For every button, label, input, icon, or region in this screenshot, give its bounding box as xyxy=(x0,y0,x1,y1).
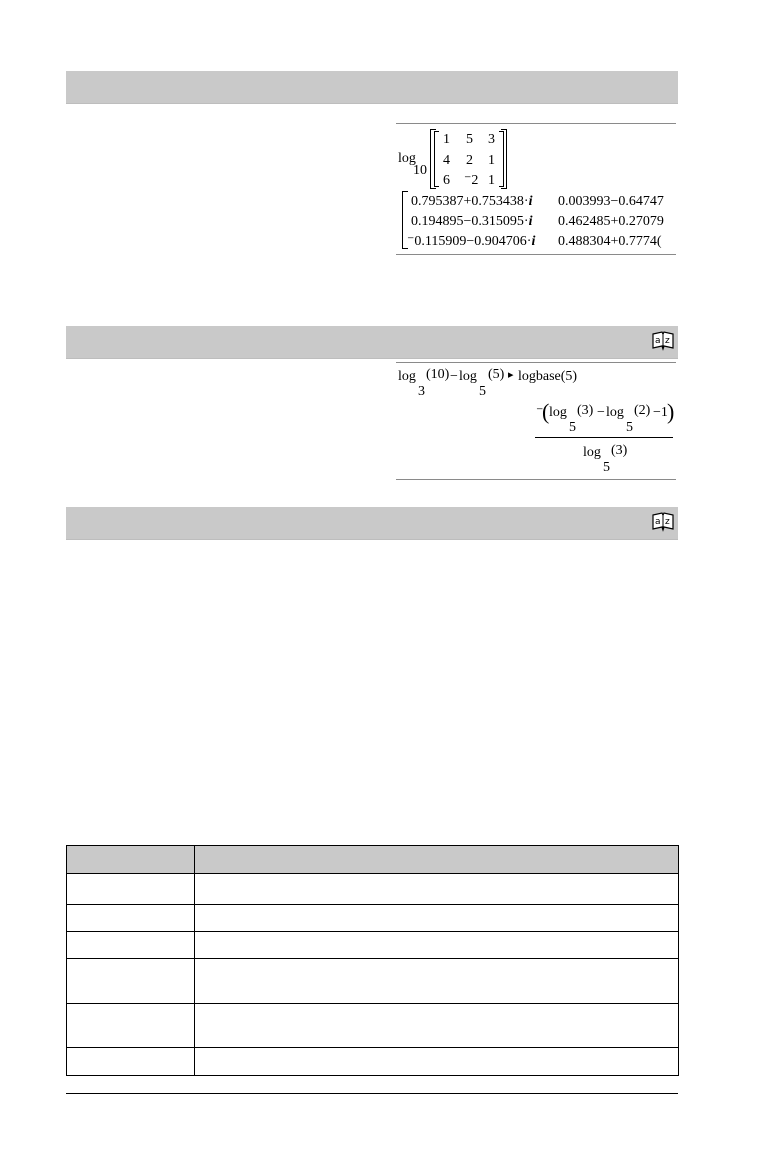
logbase-call: logbase(5) xyxy=(518,369,578,384)
paren-close: ) xyxy=(667,399,675,424)
log-fn: log xyxy=(398,369,416,384)
catalog-book-icon xyxy=(652,331,674,351)
matrix-cell: 4 xyxy=(443,153,450,168)
result-cell: 0.194895−0.315095·i xyxy=(411,214,533,229)
log-arg: (10) xyxy=(426,367,450,382)
log-base: 5 xyxy=(603,460,610,475)
log-arg: (5) xyxy=(488,367,505,382)
matrix-cell: 1 xyxy=(488,153,495,168)
table-header-cell xyxy=(67,846,195,874)
log-base: 5 xyxy=(569,420,576,435)
log-base: 5 xyxy=(479,384,486,399)
svg-text:z: z xyxy=(665,517,670,527)
log-arg: (3) xyxy=(577,403,594,418)
convert-arrow: ▸ xyxy=(508,369,514,381)
section-header-bar xyxy=(66,326,678,359)
matrix-cell: 1 xyxy=(488,173,495,188)
neg-sign: ⁻ xyxy=(536,405,544,420)
matrix-cell: 2 xyxy=(466,153,473,168)
svg-text:z: z xyxy=(665,336,670,346)
log-fn: log xyxy=(606,405,624,420)
matrix-cell: ⁻2 xyxy=(464,173,479,188)
matrix-cell: 1 xyxy=(443,132,450,147)
log-base: 5 xyxy=(626,420,633,435)
footer-rule xyxy=(66,1093,678,1094)
num-tail: −1 xyxy=(653,405,668,420)
result-cell: ⁻0.115909−0.904706·i xyxy=(407,234,536,249)
minus-sign: − xyxy=(450,369,458,384)
fn-base: 10 xyxy=(413,163,427,178)
section-header-bar xyxy=(66,71,678,104)
catalog-book-icon xyxy=(652,512,674,532)
matrix-cell: 3 xyxy=(488,132,495,147)
table-header-row xyxy=(67,846,679,874)
table-row xyxy=(67,874,679,905)
svg-text:a: a xyxy=(655,517,661,527)
matrix-bracket-right xyxy=(501,129,507,189)
matrix-cell: 5 xyxy=(466,132,473,147)
table-row xyxy=(67,932,679,959)
svg-text:a: a xyxy=(655,336,661,346)
reference-table xyxy=(66,845,679,1076)
minus-sign: − xyxy=(597,405,605,420)
log-base: 3 xyxy=(418,384,425,399)
result-cell: 0.795387+0.753438·i xyxy=(411,194,533,209)
result-cell: 0.462485+0.27079 xyxy=(558,214,664,229)
log-arg: (2) xyxy=(634,403,651,418)
fraction-bar xyxy=(535,437,673,438)
example-box-logbase xyxy=(396,362,676,480)
log-fn: log xyxy=(459,369,477,384)
table-header-cell xyxy=(195,846,679,874)
matrix-cell: 6 xyxy=(443,173,450,188)
table-row xyxy=(67,1004,679,1048)
example-box-matrix-log xyxy=(396,123,676,255)
log-fn: log xyxy=(549,405,567,420)
table-row xyxy=(67,959,679,1004)
matrix-bracket-left-inner xyxy=(434,131,439,187)
result-cell: 0.488304+0.7774( xyxy=(558,234,662,249)
table-row xyxy=(67,1048,679,1076)
section-header-bar xyxy=(66,507,678,540)
paren-open: ( xyxy=(542,399,550,424)
log-fn: log xyxy=(583,445,601,460)
fn-name: log xyxy=(398,151,416,166)
log-arg: (3) xyxy=(611,443,628,458)
result-cell: 0.003993−0.64747 xyxy=(558,194,664,209)
table-row xyxy=(67,905,679,932)
